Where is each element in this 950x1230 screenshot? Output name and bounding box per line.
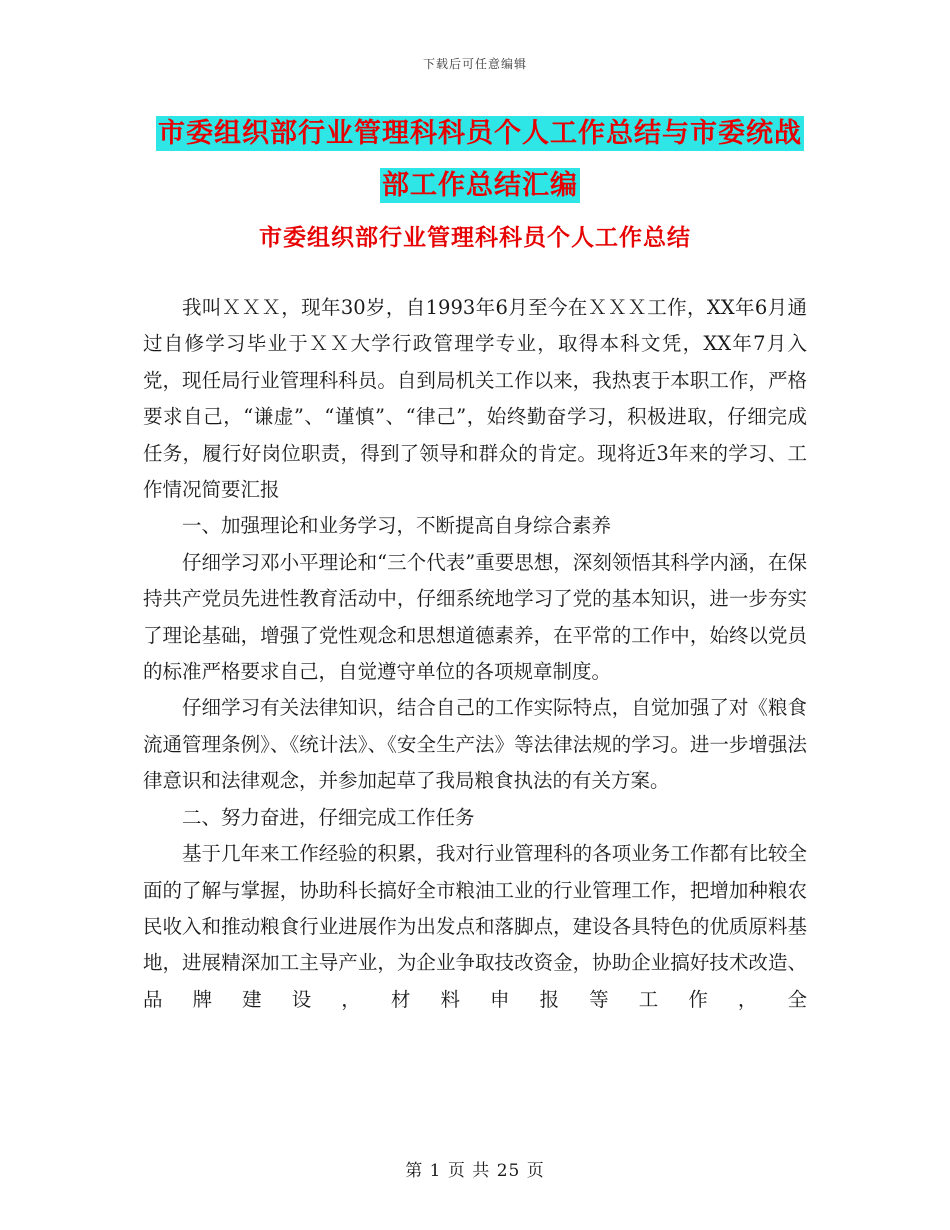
body-text — [143, 290, 807, 1018]
section-title: 市委组织部行业管理科科员个人工作总结 — [259, 224, 691, 251]
document-title-line-1: 市委组织部行业管理科科员个人工作总结与市委统战 — [158, 118, 802, 149]
paragraph-law-study: 仔细学习有关法律知识，结合自己的工作实际特点，自觉加强了对《粮食流通管理条例》、《统计法》、《安全生产法》等法律法规的学习。进一步增强法律意识和法律观念，并参加起草了我局粮食执法的有关方案。 — [143, 696, 807, 793]
paragraph-intro: 我叫ＸＸＸ，现年30岁，自1993年6月至今在ＸＸＸ工作，XX年6月通过自修学习毕业于ＸＸ大学行政管理学专业，取得本科文凭，XX年7月入党，现任局行业管理科科员。自到局机关工作以来，我热衷于本职工作，严格要求自己，“谦虚”、“谨慎”、“律己”，始终勤奋学习，积极进取，仔细完成任务，履行好岗位职责，得到了领导和群众的肯定。现将近3年来的学习、工作情况简要汇报 — [143, 296, 807, 502]
heading-two: 二、努力奋进，仔细完成工作任务 — [182, 805, 475, 829]
header-note: 下载后可任意编辑 — [422, 57, 527, 71]
document-title — [140, 108, 820, 212]
paragraph-theory-study: 仔细学习邓小平理论和“三个代表”重要思想，深刻领悟其科学内涵，在保持共产党员先进性教育活动中，仔细系统地学习了党的基本知识，进一步夯实了理论基础，增强了党性观念和思想道德素养，在平常的工作中，始终以党员的标准严格要求自己，自觉遵守单位的各项规章制度。 — [143, 550, 807, 684]
page-indicator: 第 1 页 共 25 页 — [405, 1161, 545, 1181]
heading-one: 一、加强理论和业务学习，不断提高自身综合素养 — [182, 514, 612, 538]
paragraph-work-tasks: 基于几年来工作经验的积累，我对行业管理科的各项业务工作都有比较全面的了解与掌握，协助科长搞好全市粮油工业的行业管理工作，把增加种粮农民收入和推动粮食行业进展作为出发点和落脚点，建设各具特色的优质原料基地，进展精深加工主导产业，为企业争取技改资金，协助企业搞好技术改造、品牌建设，材料申报等工作，全 — [143, 842, 807, 1011]
document-title-line-2: 部工作总结汇编 — [382, 170, 578, 201]
